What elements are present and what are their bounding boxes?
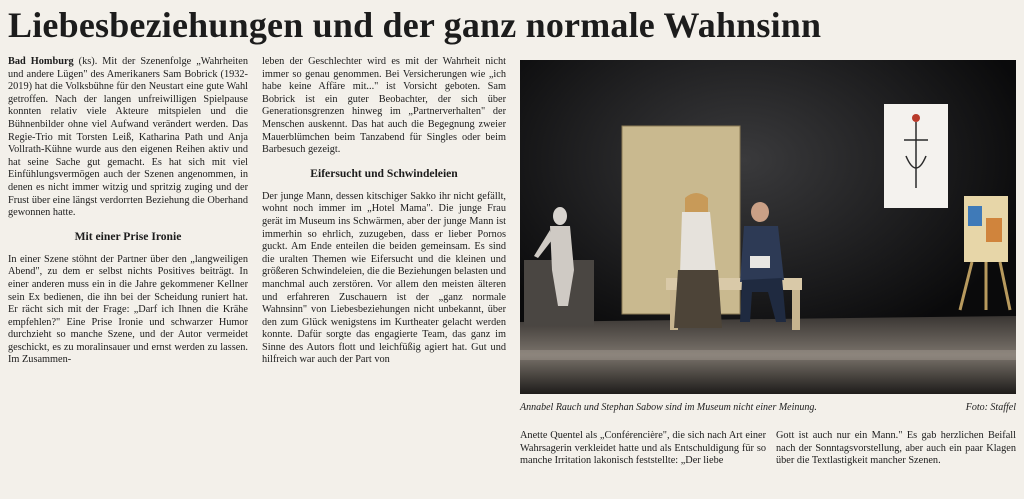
article-column-4 <box>776 430 1016 468</box>
dateline: Bad Homburg <box>8 56 74 67</box>
photo-credit: Foto: Staffel <box>965 402 1016 413</box>
subheading: Eifersucht und Schwindeleien <box>310 166 458 180</box>
article-column-1 <box>8 56 248 367</box>
article-headline: Liebesbeziehungen und der ganz normale Wahnsinn <box>8 5 822 45</box>
paragraph: Gott ist auch nur ein Mann." Es gab herzlichen Beifall nach der Sonntagsvorstellung, aber auch ein paar Klagen über die Textlastigkeit mancher Szenen. <box>776 430 1016 467</box>
article-column-2 <box>262 56 506 367</box>
caption-text: Annabel Rauch und Stephan Sabow sind im Museum nicht einer Meinung. <box>520 402 817 413</box>
paragraph: In einer Szene stöhnt der Partner über den „langweiligen Abend", zu dem er selbst nichts Positives beiträgt. In einer anderen muss ein in die Jahre gekommener Kellner sein Ex bedienen, die ihn bei der Scheidung runiert hat. Er rächt sich mit der Frage: „Darf ich Ihnen die Krähe empfehlen?" Eine Prise Ironie und schwarzer Humor durchzieht so manche Szene, und der Autor vermeidet geschickt, es zu moralinsauer und ernst werden zu lassen. Im Zusammen- <box>8 253 248 366</box>
paragraph: Anette Quentel als „Conférencière", die sich nach Art einer Wahrsagerin verkleidet hatte und als Entschuldigung für so manche Irritation lakonisch feststellte: „Der liebe <box>520 430 766 467</box>
paragraph: Der junge Mann, dessen kitschiger Sakko ihr nicht gefällt, wohnt noch immer im „Hotel Mama". Die junge Frau gerät im Museum ins Schwärmen, aber der junge Mann ist immerhin so ehrlich, zuzugeben, dass er lieber Pornos guckt. Am Ende enteilen die beiden gemeinsam. Es sind die uralten Themen wie Eifersucht und die kleinen und größeren Schwindeleien, die die Beziehungen belasten und manchmal auch zerstören. Vor allem den meisten älteren und erfahreren Zuschauern ist der „ganz normale Wahnsinn" von Liebesbeziehungen nicht unbekannt, über den zum Glück wenigstens im Kurtheater gelacht werden konnte. Dafür sorgte das engagierte Team, das ganz im Sinne des Autors flott und leichfüßig agiert hat. Gut und hilfreich war auch der Part von <box>262 190 506 366</box>
paragraph: leben der Geschlechter wird es mit der Wahrheit nicht immer so genau genommen. Bei Versicherungen wie „ich habe keine Affäre mit..." ist Vorsicht geboten. Sam Bobrick ist ein guter Beobachter, der sich über Generationsgrenzen hinweg im „Partnerverhalten" der Menschen auskennt. Das hat auch die Begegnung zweier Mauerblümchen beim Tanzabend für Singles oder beim Barbesuch gezeigt. <box>262 56 506 156</box>
subheading: Mit einer Prise Ironie <box>74 229 182 243</box>
photo-caption <box>520 402 1016 414</box>
paragraph <box>8 56 248 220</box>
stage-photo <box>520 60 1016 394</box>
paragraph-text: (ks). Mit der Szenenfolge „Wahrheiten und andere Lügen" des Amerikaners Sam Bobrick (1932-2019) hat die Volksbühne für den Neustart eine gute Wahl getroffen. Nach der langen unfreiwilligen Spielpause konnten relativ viele Akteure mitspielen und die Bühnenbilder ohne viel Aufwand verändert werden. Das Regie-Trio mit Torsten Leiß, Katharina Path und Anja Vollrath-Kühne wurde aus den eigenen Reihen aktiv und hat seine Sache gut gemacht. Es hat sich mit viel Einfühlungsvermögen auch der Szenen angenommen, in denen es nicht immer witzig und spritzig zuging und der Frust über eine längst verdorrten Beziehung die Oberhand gewonnen hatte. <box>8 56 248 219</box>
stage-photo-illustration <box>520 60 1016 394</box>
article-column-3 <box>520 430 766 468</box>
